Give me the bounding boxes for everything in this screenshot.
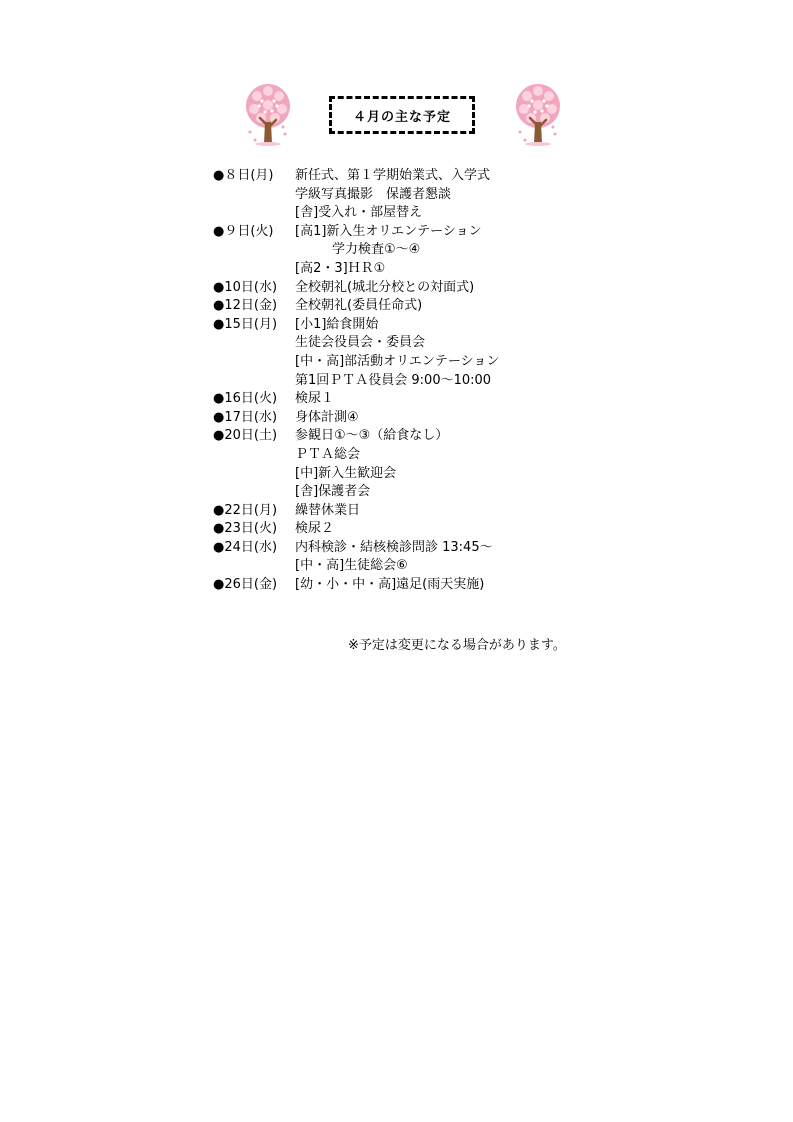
schedule-event: 全校朝礼(委員任命式)	[295, 298, 423, 314]
schedule-events	[295, 520, 613, 539]
schedule-date: ●16日(火)	[213, 391, 278, 407]
schedule-event: [高2・3]ＨＲ①	[295, 260, 386, 276]
schedule-event: [小1]給食開始	[295, 316, 379, 332]
schedule-entry	[213, 427, 613, 501]
schedule-date: ●23日(火)	[213, 521, 278, 537]
schedule-event: 全校朝礼(城北分校との対面式)	[295, 279, 475, 295]
schedule-events	[295, 409, 613, 428]
schedule-event: [舎]保護者会	[295, 484, 371, 500]
schedule-event: 生徒会役員会・委員会	[295, 335, 426, 351]
schedule-list	[213, 167, 613, 595]
schedule-events	[295, 167, 613, 223]
schedule-entry	[213, 316, 613, 390]
schedule-date: ●８日(月)	[213, 168, 274, 183]
schedule-events	[295, 279, 613, 298]
schedule-date: ●26日(金)	[213, 577, 278, 593]
schedule-event: [中・高]生徒総会⑥	[295, 558, 408, 574]
schedule-events	[295, 316, 613, 390]
schedule-event: [中]新入生歓迎会	[295, 465, 397, 481]
schedule-events	[295, 390, 613, 409]
schedule-event: 内科検診・結核検診問診 13:45～	[295, 539, 493, 555]
schedule-event: 学級写真撮影 保護者懇談	[295, 186, 452, 202]
schedule-event: [舎]受入れ・部屋替え	[295, 205, 423, 221]
page-title: ４月の主な予定	[329, 96, 475, 134]
schedule-event: [中・高]部活動オリエンテーション	[295, 353, 500, 369]
schedule-events	[295, 223, 613, 279]
schedule-date: ●24日(水)	[213, 539, 278, 555]
schedule-events	[295, 502, 613, 521]
schedule-entry	[213, 297, 613, 316]
schedule-event: ＰＴＡ総会	[295, 446, 361, 462]
schedule-entry	[213, 502, 613, 521]
notice-text: ※予定は変更になる場合があります。	[348, 638, 566, 653]
schedule-entry	[213, 409, 613, 428]
schedule-date: ●15日(月)	[213, 316, 278, 332]
header	[0, 82, 793, 152]
schedule-events	[295, 539, 613, 576]
schedule-events	[295, 297, 613, 316]
schedule-entry	[213, 576, 613, 595]
schedule-event: 検尿１	[295, 391, 335, 407]
schedule-events	[295, 576, 613, 595]
schedule-entry	[213, 223, 613, 279]
schedule-entry	[213, 279, 613, 298]
schedule-date: ●17日(水)	[213, 409, 278, 425]
schedule-event: 繰替休業日	[295, 502, 361, 518]
schedule-date: ●10日(水)	[213, 279, 278, 295]
schedule-event: 新任式、第１学期始業式、入学式	[295, 168, 491, 183]
schedule-entry	[213, 520, 613, 539]
schedule-events	[295, 427, 613, 501]
schedule-entry	[213, 539, 613, 576]
schedule-entry	[213, 390, 613, 409]
schedule-event: [幼・小・中・高]遠足(雨天実施)	[295, 577, 485, 593]
schedule-date: ●12日(金)	[213, 298, 278, 314]
schedule-event: 検尿２	[295, 521, 335, 537]
schedule-date: ●22日(月)	[213, 502, 278, 518]
schedule-event: [高1]新入生オリエンテーション	[295, 223, 482, 239]
schedule-date: ●９日(火)	[213, 223, 274, 239]
cherry-blossom-tree-icon	[243, 82, 293, 148]
schedule-date: ●20日(土)	[213, 428, 278, 444]
schedule-event: 第1回ＰＴＡ役員会 9:00～10:00	[295, 372, 492, 388]
schedule-event: 学力検査①～④	[332, 242, 421, 258]
schedule-event: 参観日①～③（給食なし）	[295, 428, 449, 444]
cherry-blossom-tree-icon	[513, 82, 563, 148]
schedule-entry	[213, 167, 613, 223]
schedule-event: 身体計測④	[295, 409, 359, 425]
